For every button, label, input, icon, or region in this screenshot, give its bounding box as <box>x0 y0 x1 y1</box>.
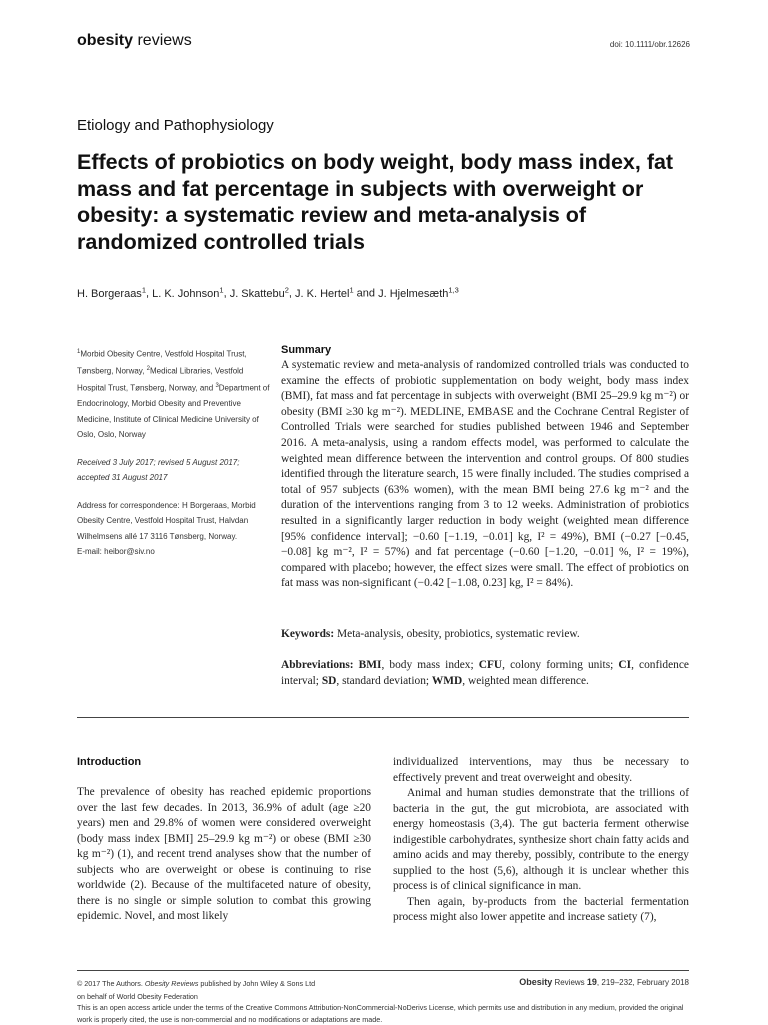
article-sidebar <box>77 345 273 572</box>
citation-volume: 19 <box>586 977 597 987</box>
section-label: Etiology and Pathophysiology <box>77 117 274 134</box>
author-affiliation: 1 <box>141 285 146 294</box>
abbreviation-term: BMI <box>358 659 382 671</box>
author-affiliation: 2 <box>284 285 289 294</box>
author-affiliation: 1 <box>219 285 224 294</box>
section-divider <box>77 717 689 718</box>
correspondence-address: Address for correspondence: H Borgeraas, Morbid Obesity Centre, Vestfold Hospital Trust, Halvdan Wilhelmsens allé 17 3116 Tønsberg, Norway. <box>77 500 256 541</box>
citation-journal-rest: Reviews <box>552 978 587 987</box>
author-name: J. Skattebu <box>229 287 285 300</box>
author-name: J. K. Hertel <box>295 287 350 300</box>
paragraph: Then again, by-products from the bacterial fermentation process might also lower appetite and increase satiety (7), <box>393 895 689 923</box>
abbreviation-definition: , weighted mean difference. <box>462 674 589 687</box>
summary-heading: Summary <box>281 344 332 356</box>
author[interactable] <box>152 285 224 300</box>
keywords-label: Keywords: <box>281 628 335 640</box>
abbreviation-term: SD <box>321 674 337 687</box>
author-separator: , <box>288 287 296 300</box>
affiliation-number: 2 <box>146 366 150 373</box>
journal-name-rest: reviews <box>133 32 192 49</box>
abbreviation-definition: , colony forming units; <box>502 659 619 671</box>
footer-divider <box>77 970 689 971</box>
affiliation-1: Morbid Obesity Centre, Vestfold Hospital Trust, Tønsberg, Norway, <box>77 349 247 376</box>
affiliations <box>77 345 273 443</box>
author-name: H. Borgeraas <box>77 287 142 300</box>
author[interactable] <box>378 285 459 300</box>
author-separator: , <box>145 287 153 300</box>
citation <box>519 977 689 987</box>
affiliation-number: 1 <box>77 349 81 355</box>
affiliation-2: Medical Libraries, Vestfold Hospital Trust, Tønsberg, Norway, and <box>77 366 244 393</box>
copyright-prefix: © 2017 The Authors. <box>77 979 145 988</box>
journal-name <box>77 32 192 50</box>
abbreviation-definition: , confidence interval; <box>281 659 689 687</box>
copyright <box>77 977 427 1003</box>
journal-name-bold: obesity <box>77 32 134 49</box>
author-separator: and <box>353 287 379 300</box>
summary-text: A systematic review and meta-analysis of randomized controlled trials was conducted to examine the effects of probiotic supplementation on body weight, body mass index (BMI), fat mass and fat percentage in subjects with overweight (BMI 25–29.9 kg m⁻²) or obesity (BMI ≥30 kg m⁻²). MEDLINE, EMBASE and the Cochrane Central Register of Controlled Trials were searched for studies published between 1946 and September 2016. A meta-analysis, using a random effects model, was performed to calculate the weighted mean difference between the intervention and control groups. Of 800 studies identified through the literature search, 15 were finally included. The studies comprised a total of 957 subjects (63% women), with the mean BMI being 27.6 kg m⁻² and the duration of the interventions ranging from 3 to 12 weeks. Administration of probiotics resulted in a significantly larger reduction in body weight (weighted mean difference [95% confidence interval]; −0.60 [−1.19, −0.01] kg, I² = 49%), BMI (−0.27 [−0.45, −0.08] kg m⁻², I² = 57%) and fat percentage (−0.60 [−1.20, −0.01] %, I² = 19%), compared with placebo; however, the effect sizes were small. The effect of probiotics on fat mass was non-significant (−0.42 [−1.08, 0.23] kg, I² = 84%). <box>281 359 689 590</box>
abbreviation-term: WMD <box>431 674 463 687</box>
correspondence <box>77 498 273 560</box>
doi[interactable]: doi: 10.1111/obr.12626 <box>609 40 690 49</box>
abbreviation-definition: , standard deviation; <box>336 674 432 687</box>
paragraph: individualized interventions, may thus be necessary to effectively prevent and treat overweight and obesity. <box>393 756 689 784</box>
introduction-heading: Introduction <box>77 756 142 768</box>
affiliation-number: 3 <box>215 383 219 390</box>
introduction-column-2 <box>393 755 689 926</box>
author-name: J. Hjelmesæth <box>378 287 449 300</box>
author-affiliation: 1 <box>349 285 354 294</box>
author-affiliation: 1,3 <box>448 285 459 294</box>
author-separator: , <box>223 287 230 300</box>
author[interactable] <box>229 285 289 300</box>
article-title: Effects of probiotics on body weight, body mass index, fat mass and fat percentage in subjects with overweight or obesity: a systematic review and meta-analysis of randomized controlled trials <box>77 150 674 254</box>
author[interactable] <box>77 285 146 300</box>
author-name: L. K. Johnson <box>152 287 220 300</box>
copyright-journal: Obesity Reviews <box>144 979 199 988</box>
citation-pages: , 219–232, February 2018 <box>596 978 689 987</box>
abbreviation-term: CFU <box>478 659 503 671</box>
author[interactable] <box>295 285 354 300</box>
received-dates: Received 3 July 2017; revised 5 August 2017; accepted 31 August 2017 <box>77 457 240 483</box>
abbreviations-label: Abbreviations: <box>281 659 354 671</box>
abbreviations <box>281 658 689 689</box>
abbreviation-term: CI <box>618 659 632 671</box>
introduction-column-1: The prevalence of obesity has reached epidemic proportions over the last few decades. In 2013, 36.9% of adult (age ≥20 years) men and 29.8% of women were considered overweight (body mass index [BMI] 25–29.9 kg m⁻²) or obese (BMI ≥30 kg m⁻²) (1), and recent trend analyses show that the number of subjects who are overweight or obese is continuing to rise worldwide (2). Because of the multifaceted nature of obesity, there is no single or simple solution to combat this growing epidemic. Novel, and most likely <box>77 786 371 922</box>
copyright-federation: on behalf of World Obesity Federation <box>77 992 198 1001</box>
abbreviation-definition: , body mass index; <box>381 659 479 671</box>
citation-journal: Obesity <box>519 977 553 987</box>
author-list <box>77 285 459 300</box>
paragraph: Animal and human studies demonstrate that the trillions of bacteria in the gut, the gut microbiota, are associated with energy homeostasis (3,4). The gut bacteria ferment otherwise indigestible carbohydrates, synthesize short chain fatty acids and amino acids and may thereby, possibly, contribute to the energy supplied to the host (5,6), although it is unclear whether this process is of clinical significance in man. <box>393 787 689 892</box>
keywords <box>281 627 689 643</box>
license-notice: This is an open access article under the terms of the Creative Commons Attribution-NonCommercial-NoDerivs License, which permits use and distribution in any medium, provided the original work is properly cited, the use is non-commercial and no modifications or adaptations are made. <box>77 1003 684 1024</box>
copyright-publisher: published by John Wiley & Sons Ltd <box>198 979 316 988</box>
affiliation-3: Department of Endocrinology, Morbid Obesity and Preventive Medicine, Institute of Clinical Medicine University of Oslo, Oslo, Norway <box>77 383 270 440</box>
correspondence-email[interactable]: E-mail: heibor@siv.no <box>77 547 155 557</box>
keywords-text: Meta-analysis, obesity, probiotics, systematic review. <box>334 628 580 640</box>
